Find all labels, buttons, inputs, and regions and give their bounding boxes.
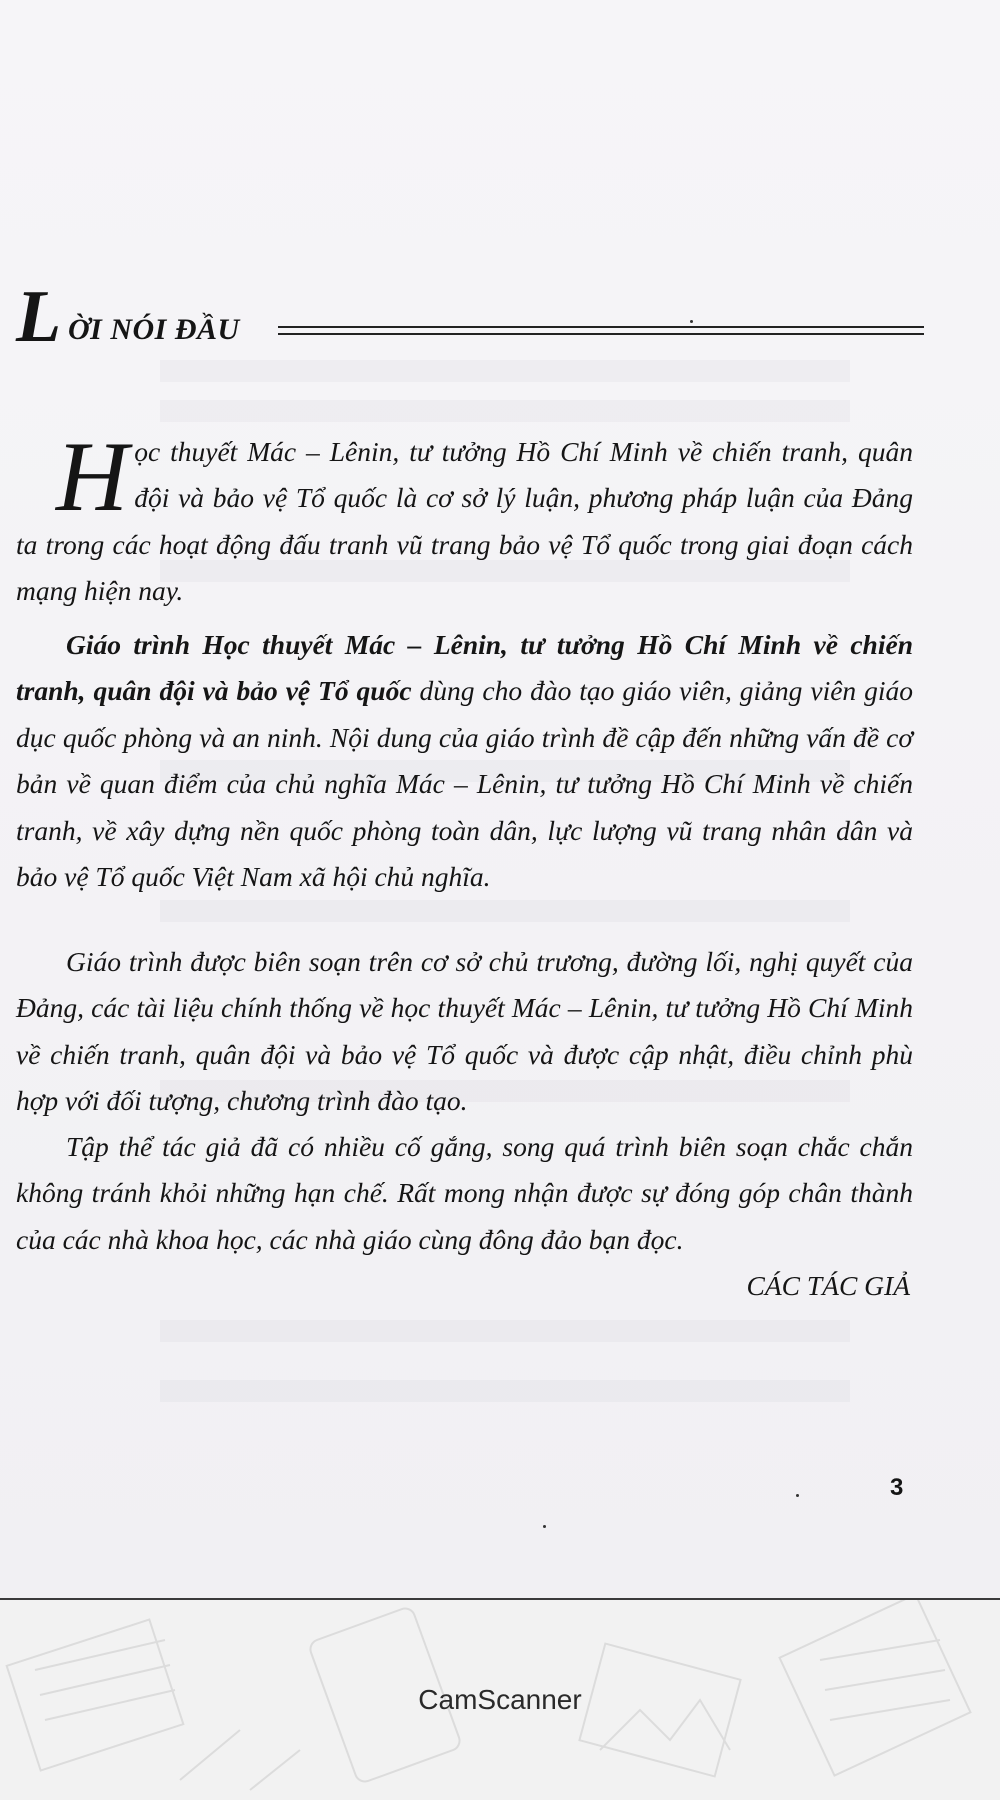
bleed-through-line <box>160 360 850 382</box>
paragraph-2 <box>16 622 913 900</box>
bleed-through-line <box>160 400 850 422</box>
heading-text: ỜI NÓI ĐẦU <box>68 313 240 346</box>
paragraph-1 <box>16 421 913 615</box>
bleed-through-line <box>160 1380 850 1402</box>
paragraph-drop-cap: H <box>56 421 129 532</box>
paragraph-2-text: dùng cho đào tạo giáo viên, giảng viên giáo dục quốc phòng và an ninh. Nội dung của giáo trình đề cập đến những vấn đề cơ bản về quan điểm của chủ nghĩa Mác – Lênin, tư tưởng Hồ Chí Minh về chiến tranh, về xây dựng nền quốc phòng toàn dân, lực lượng vũ trang nhân dân và bảo vệ Tổ quốc Việt Nam xã hội chủ nghĩa. <box>16 675 914 893</box>
camscanner-footer <box>0 1600 1000 1800</box>
paragraph-1-text: ọc thuyết Mác – Lênin, tư tưởng Hồ Chí Minh về chiến tranh, quân đội và bảo vệ Tổ quốc là cơ sở lý luận, phương pháp luận của Đảng ta trong các hoạt động đấu tranh vũ trang bảo vệ Tổ quốc trong giai đoạn cách mạng hiện nay. <box>16 436 913 607</box>
camscanner-label: CamScanner <box>418 1684 582 1715</box>
paragraph-4: Tập thể tác giả đã có nhiều cố gắng, song quá trình biên soạn chắc chắn không tránh khỏi những hạn chế. Rất mong nhận được sự đóng góp chân thành của các nhà khoa học, các nhà giáo cùng đông đảo bạn đọc. <box>16 1131 913 1255</box>
signature-line: CÁC TÁC GIẢ <box>746 1270 910 1301</box>
scan-speck <box>796 1494 799 1497</box>
scan-speck <box>543 1525 546 1528</box>
textbook-title: Giáo trình Học thuyết Mác – Lênin, tư tưởng Hồ Chí Minh về chiến tranh, quân đội và bảo vệ Tổ quốc <box>16 629 913 707</box>
scan-speck <box>690 320 693 323</box>
paragraph-3: Giáo trình được biên soạn trên cơ sở chủ trương, đường lối, nghị quyết của Đảng, các tài liệu chính thống về học thuyết Mác – Lênin, tư tưởng Hồ Chí Minh về chiến tranh, quân đội và bảo vệ Tổ quốc và được cập nhật, điều chỉnh phù hợp với đối tượng, chương trình đào tạo. <box>16 946 913 1117</box>
page-number: 3 <box>890 1474 904 1501</box>
heading-initial: L <box>16 276 62 358</box>
bleed-through-line <box>160 900 850 922</box>
bleed-through-line <box>160 1320 850 1342</box>
page-heading <box>16 276 906 358</box>
heading-double-rule <box>278 326 924 335</box>
